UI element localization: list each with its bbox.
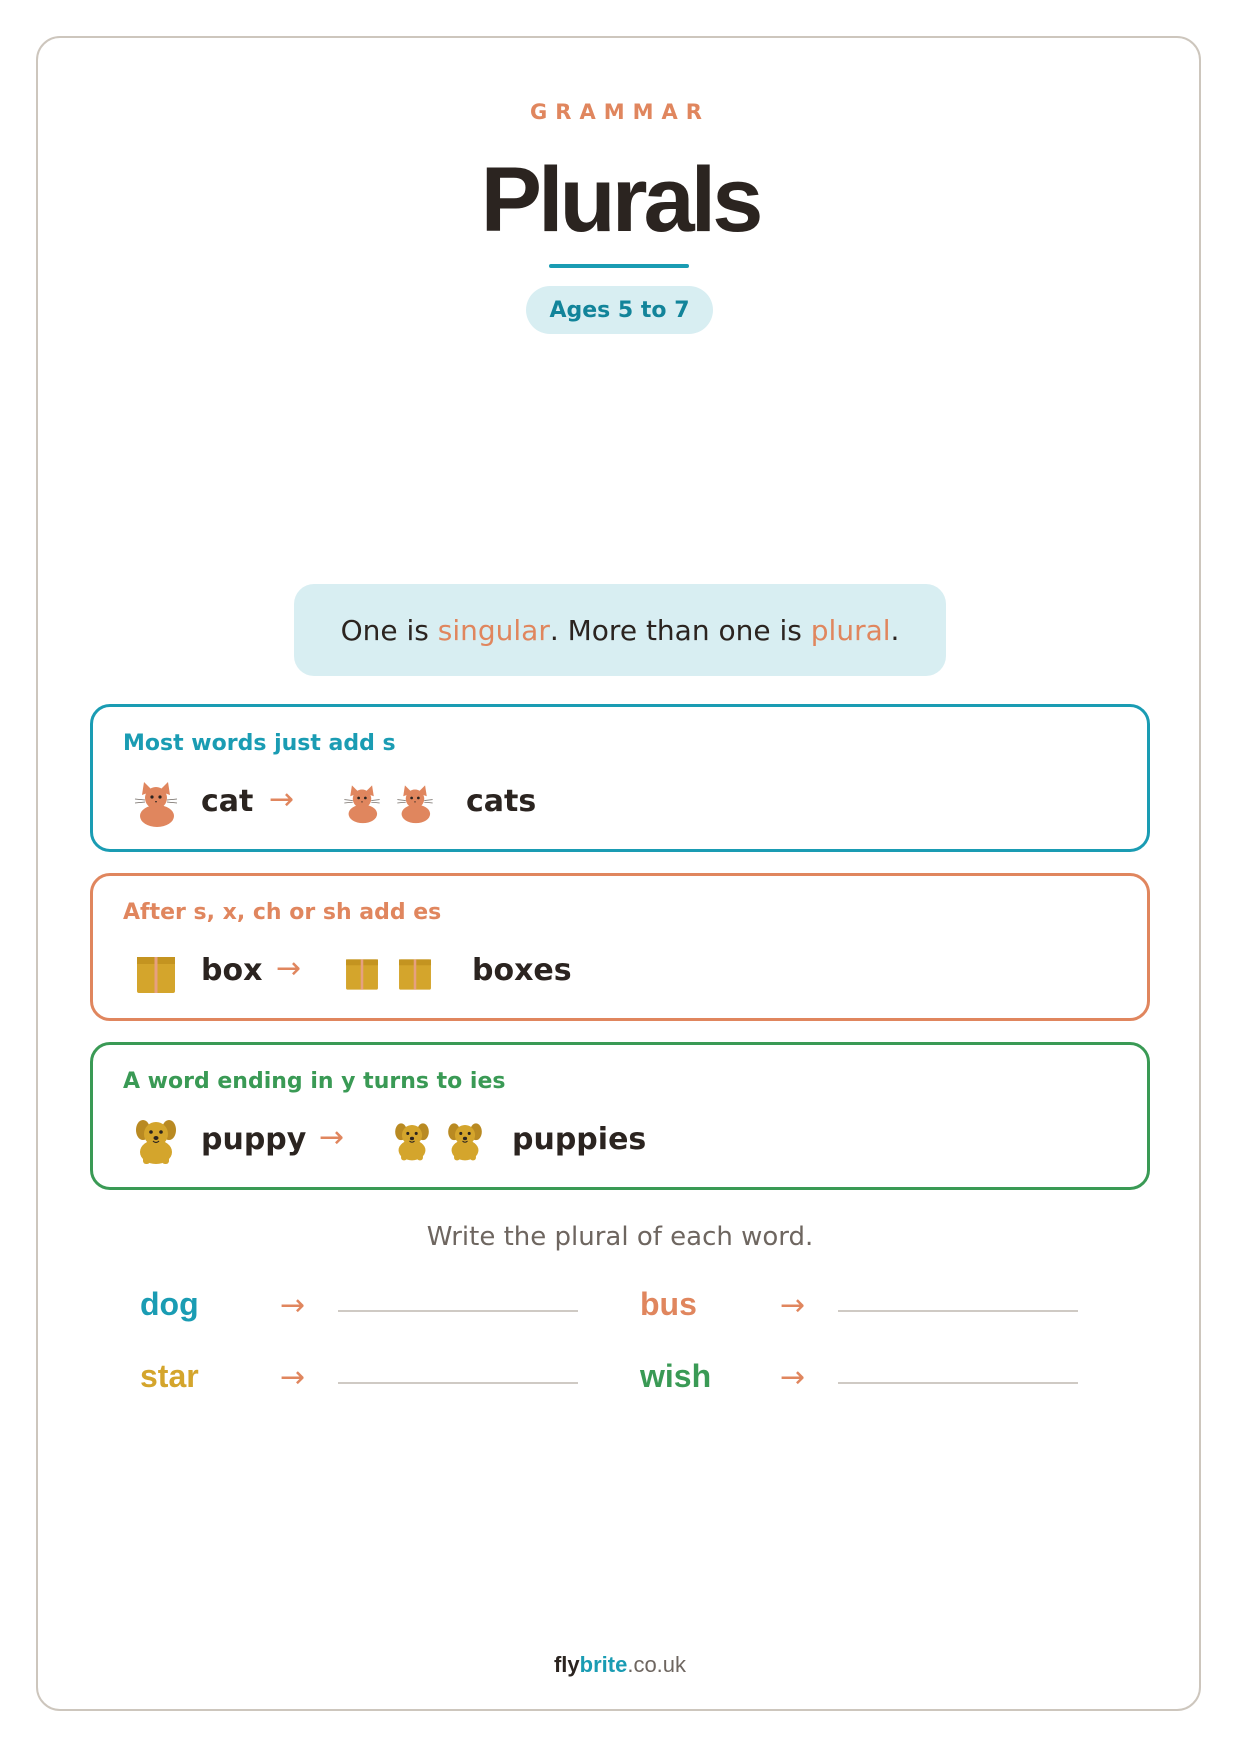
arrow-icon: → bbox=[780, 1288, 806, 1323]
practice-item bbox=[140, 1286, 580, 1336]
cat-icon bbox=[394, 782, 436, 824]
practice-word: bus bbox=[640, 1286, 697, 1322]
rule-label: Most words just add s bbox=[123, 731, 396, 756]
rule-label: After s, x, ch or sh add es bbox=[123, 900, 442, 925]
answer-line[interactable] bbox=[338, 1382, 578, 1384]
arrow-icon: → bbox=[780, 1360, 806, 1395]
puppy-icon bbox=[131, 1116, 181, 1166]
practice-instruction: Write the plural of each word. bbox=[426, 1222, 814, 1252]
plural-word: boxes bbox=[472, 953, 572, 988]
plural-word: puppies bbox=[512, 1122, 647, 1157]
cat-icon bbox=[341, 782, 383, 824]
definition-box bbox=[294, 584, 946, 676]
arrow-icon: → bbox=[319, 1120, 345, 1155]
box-icon bbox=[341, 951, 383, 993]
arrow-icon: → bbox=[269, 782, 295, 817]
singular-word: box bbox=[201, 953, 263, 988]
page-title: Plurals bbox=[480, 149, 760, 251]
answer-line[interactable] bbox=[838, 1382, 1078, 1384]
singular-word: cat bbox=[201, 784, 254, 819]
brand-fly: fly bbox=[553, 1652, 580, 1677]
puppy-icon bbox=[444, 1120, 486, 1162]
brand-domain: .co.uk bbox=[627, 1652, 687, 1677]
practice-word: wish bbox=[640, 1358, 712, 1394]
rule-card-add-s bbox=[90, 704, 1150, 852]
arrow-icon: → bbox=[276, 951, 302, 986]
box-icon bbox=[394, 951, 436, 993]
practice-item bbox=[640, 1286, 1080, 1336]
singular-highlight: singular bbox=[437, 613, 550, 647]
practice-item bbox=[140, 1358, 580, 1408]
rule-label: A word ending in y turns to ies bbox=[123, 1069, 506, 1094]
cat-icon bbox=[131, 778, 181, 828]
box-icon bbox=[131, 947, 181, 997]
age-badge: Ages 5 to 7 bbox=[526, 286, 713, 334]
answer-line[interactable] bbox=[838, 1310, 1078, 1312]
definition-text-3: . bbox=[890, 613, 900, 647]
brand-brite: brite bbox=[579, 1652, 628, 1677]
practice-word: star bbox=[140, 1358, 199, 1394]
definition-text-2: . More than one is bbox=[549, 613, 811, 647]
definition-text-1: One is bbox=[340, 613, 438, 647]
practice-word: dog bbox=[140, 1286, 199, 1322]
arrow-icon: → bbox=[280, 1288, 306, 1323]
footer-brand[interactable] bbox=[0, 1652, 1240, 1678]
rule-card-y-to-ies bbox=[90, 1042, 1150, 1190]
plural-word: cats bbox=[466, 784, 537, 819]
section-kicker: GRAMMAR bbox=[530, 100, 710, 124]
title-underline bbox=[549, 264, 689, 268]
arrow-icon: → bbox=[280, 1360, 306, 1395]
practice-item bbox=[640, 1358, 1080, 1408]
puppy-icon bbox=[391, 1120, 433, 1162]
rule-card-add-es bbox=[90, 873, 1150, 1021]
plural-highlight: plural bbox=[810, 613, 891, 647]
answer-line[interactable] bbox=[338, 1310, 578, 1312]
singular-word: puppy bbox=[201, 1122, 307, 1157]
